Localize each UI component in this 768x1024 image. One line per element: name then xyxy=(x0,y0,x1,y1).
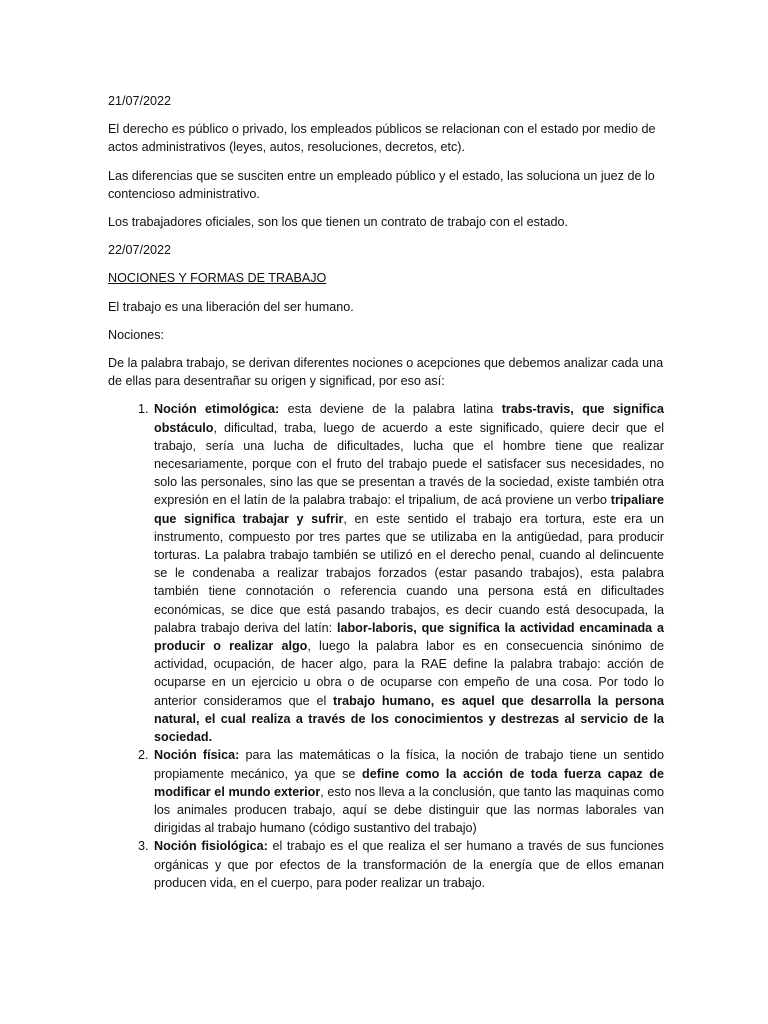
item1-bold-5: trabajo humano, es aquel que desarrolla la persona natural, el cual realiza a través de los conocimientos y destrezas al servicio de la sociedad. xyxy=(154,693,664,745)
item1-bold-2: trabs-travis, que significa obstáculo xyxy=(154,402,665,435)
paragraph-liberation: El trabajo es una liberación del ser humano. xyxy=(108,299,354,314)
list-item-fisica xyxy=(152,746,664,837)
item2-bold-2: define como la acción de toda fuerza capaz de modificar el mundo exterior xyxy=(154,766,664,799)
item3-bold-1: Noción fisiológica: xyxy=(154,839,268,854)
item1-text-4: , luego la palabra labor es en consecuencia sinónimo de actividad, ocupación, de hacer algo, para la RAE define la palabra trabajo: acción de ocuparse en un ejercicio u obra o de ocuparse con empeño de una cosa. Por todo lo anterior consideramos que el xyxy=(154,639,664,708)
paragraph-intro: De la palabra trabajo, se derivan diferentes nociones o acepciones que debemos analizar cada una de ellas para desentrañar su origen y significad, por eso así: xyxy=(108,356,664,389)
item1-text-3: , en este sentido el trabajo era tortura, este era un instrumento, compuesto por tres partes que se utilizaba en la antigüedad, para producir torturas. La palabra trabajo también se utilizó en el derecho penal, cuando al delincuente se le condenaba a realizar trabajos forzados (estar pasando trabajos), esta palabra también tiene connotación o referencia cuando una persona está en dificultades económicas, se dice que está pasando trabajos, es decir cuando está desocupada, la palabra trabajo deriva del latín: xyxy=(154,511,664,635)
item1-bold-1: Noción etimológica: xyxy=(154,402,280,417)
section-heading: NOCIONES Y FORMAS DE TRABAJO xyxy=(108,271,327,286)
paragraph-official-workers: Los trabajadores oficiales, son los que tienen un contrato de trabajo con el estado. xyxy=(108,215,568,230)
item1-bold-3: tripaliare que significa trabajar y sufrir xyxy=(154,493,664,526)
paragraph-public-law: El derecho es público o privado, los empleados públicos se relacionan con el estado por medio de actos administrativos (leyes, autos, resoluciones, decretos, etc). xyxy=(108,122,656,155)
list-item-etimologica xyxy=(152,400,664,746)
item2-text-1: para las matemáticas o la física, la noción de trabajo tiene un sentido propiamente mecánico, ya que se xyxy=(154,748,665,781)
item1-text-2: , dificultad, traba, luego de acuerdo a este significado, quiere decir que el trabajo, sería una lucha de dificultades, lucha que el hombre tiene que realizar necesariamente, porque con el fruto del trabajo puede el satisfacer sus necesidades, no solo las personales, sino las que se presentan a través de la sociedad, existe también otra expresión en el latín de la palabra trabajo: el tripalium, de acá proviene un verbo xyxy=(154,420,664,508)
date-2: 22/07/2022 xyxy=(108,243,172,258)
item2-bold-1: Noción física: xyxy=(154,748,240,763)
list-item-fisiologica xyxy=(152,837,664,892)
item1-text-1: esta deviene de la palabra latina xyxy=(279,402,502,417)
item2-text-2: , esto nos lleva a la conclusión, que tanto las maquinas como los animales producen trabajo, aquí se debe distinguir que las normas laborales van dirigidas al trabajo humano (código sustantivo del trabajo) xyxy=(154,784,664,836)
paragraph-differences: Las diferencias que se susciten entre un empleado público y el estado, las soluciona un juez de lo contencioso administrativo. xyxy=(108,168,655,201)
date-1: 21/07/2022 xyxy=(108,94,172,108)
item3-text-1: el trabajo es el que realiza el ser humano a través de sus funciones orgánicas y que por efectos de la transformación de la energía que de ellos emanan producen vida, en el cuerpo, para poder realizar un trabajo. xyxy=(154,839,664,890)
nociones-list xyxy=(108,400,664,891)
item1-bold-4: labor-laboris, que significa la actividad encaminada a producir o realizar algo xyxy=(154,620,664,654)
paragraph-nociones-label: Nociones: xyxy=(108,327,165,342)
